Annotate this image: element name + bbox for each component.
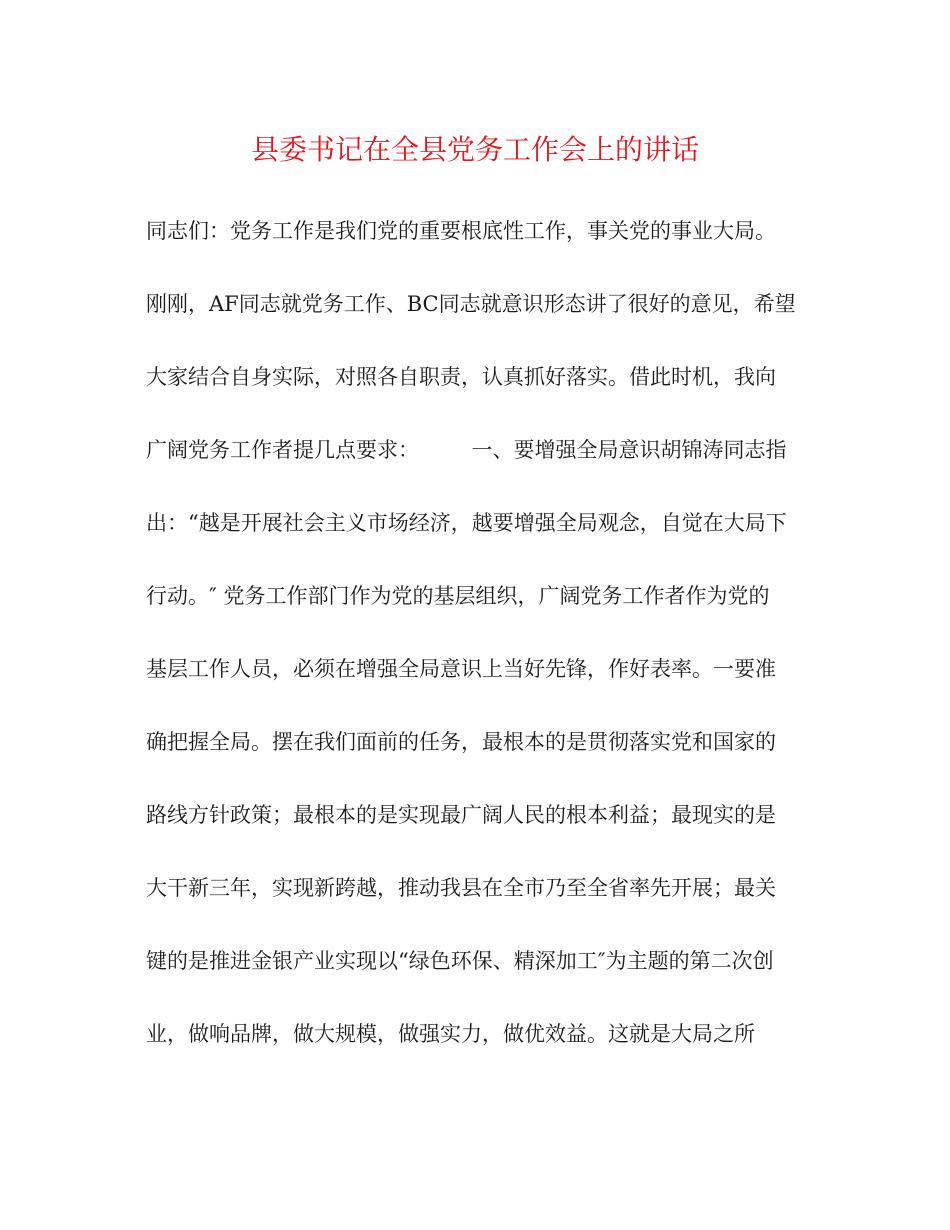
body-line: 路线方针政策；最根本的是实现最广阔人民的根本利益；最现实的是 (146, 803, 776, 827)
body-line: 出：“越是开展社会主义市场经济，越要增强全局观念，自觉在大局下 (146, 511, 787, 535)
body-line: 大干新三年，实现新跨越，推动我县在全市乃至全省率先开展；最关 (146, 876, 776, 900)
body-line: 刚刚，AF同志就党务工作、BC同志就意识形态讲了很好的意见，希望 (146, 292, 796, 316)
body-line: 广阔党务工作者提几点要求： 一、要增强全局意识胡锦涛同志指 (146, 438, 787, 462)
body-line: 基层工作人员，必须在增强全局意识上当好先锋，作好表率。一要准 (146, 657, 776, 681)
body-line: 行动。″ 党务工作部门作为党的基层组织，广阔党务工作者作为党的 (146, 584, 770, 608)
body-line: 确把握全局。摆在我们面前的任务，最根本的是贯彻落实党和国家的 (146, 730, 776, 754)
body-line: 业，做响品牌，做大规模，做强实力，做优效益。这就是大局之所 (146, 1022, 755, 1046)
body-line: 键的是推进金银产业实现以“绿色环保、精深加工″为主题的第二次创 (146, 949, 774, 973)
document-body (146, 210, 826, 1086)
body-line: 同志们：党务工作是我们党的重要根底性工作，事关党的事业大局。 (146, 219, 776, 243)
document-title: 县委书记在全县党务工作会上的讲话 (250, 133, 699, 166)
body-line: 大家结合自身实际，对照各自职责，认真抓好落实。借此时机，我向 (146, 365, 776, 389)
